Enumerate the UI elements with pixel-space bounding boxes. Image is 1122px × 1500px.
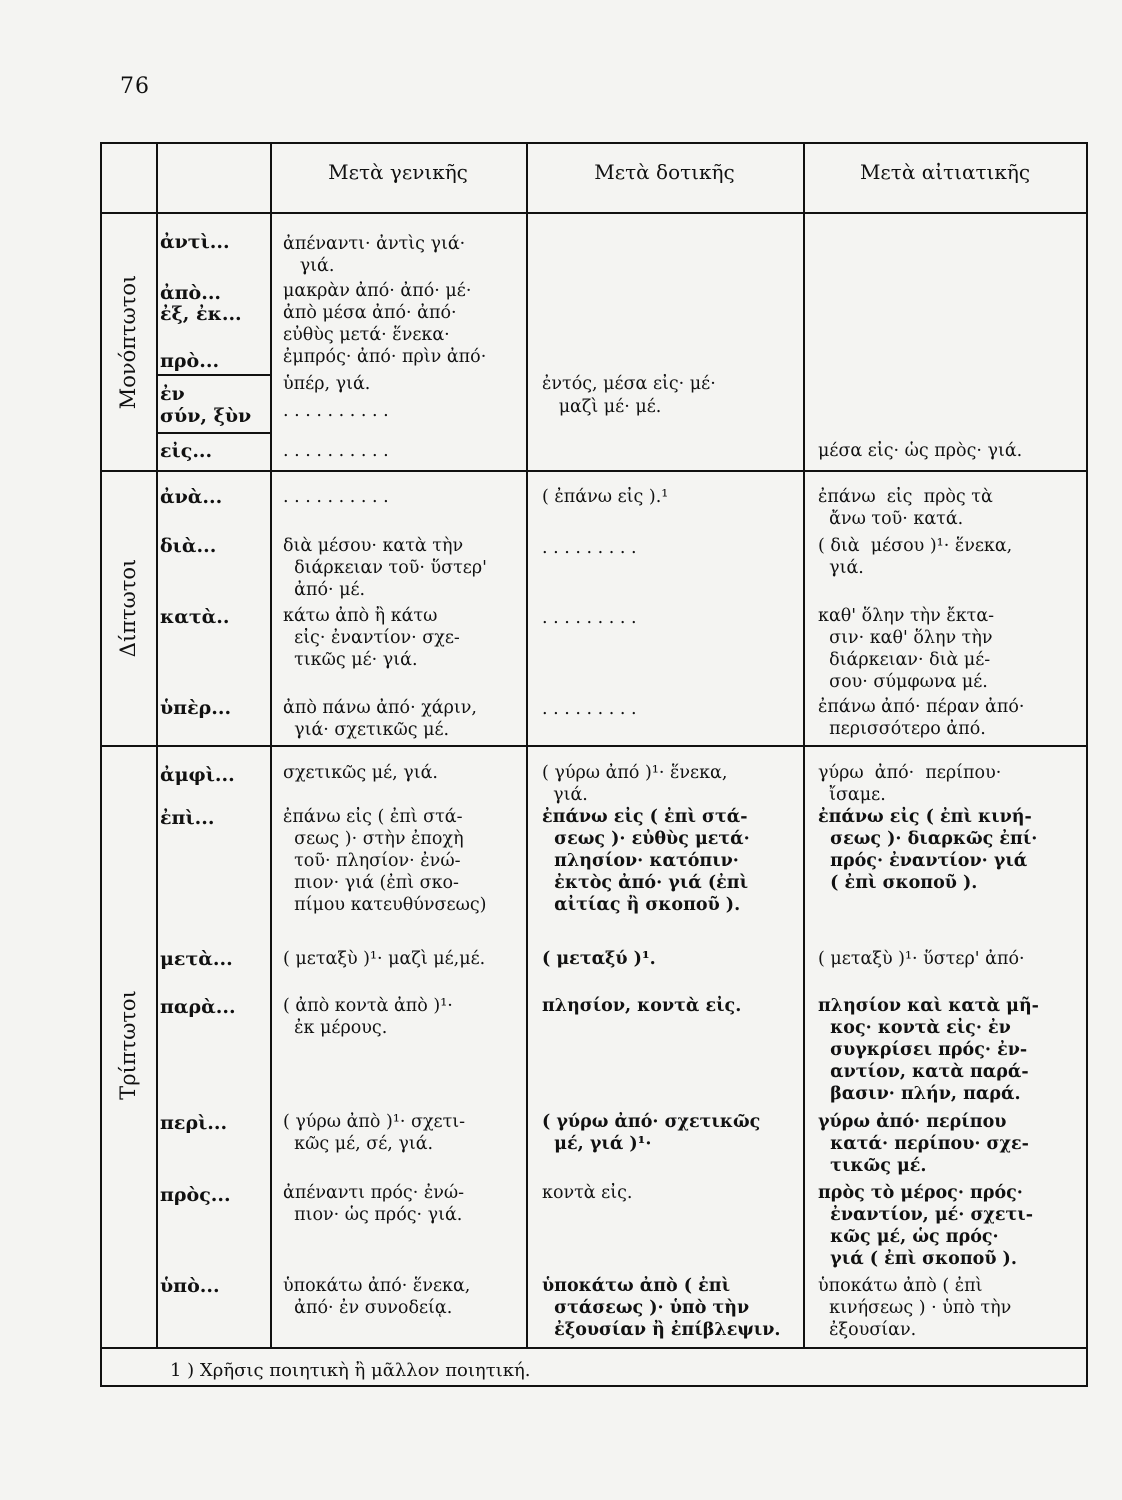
preposition-label: ὑπὸ... — [160, 1275, 220, 1297]
rule-sub-1 — [156, 374, 270, 376]
accusative-cell: πλησίον καὶ κατὰ μῆ- κος· κοντὰ εἰς· ἐν συγκρίσει πρός· ἐν- αντίον, κατὰ παρά- βασιν· πλήν, παρά. — [818, 996, 1039, 1104]
genitive-cell: ( γύρω ἀπὸ )¹· σχετι- κῶς μέ, σέ, γιά. — [283, 1112, 466, 1154]
accusative-cell: γύρω ἀπό· περίπου· ἴσαμε. — [818, 763, 1002, 805]
genitive-cell: ὑπέρ, γιά. — [283, 374, 371, 394]
genitive-cell: ἀπέναντι πρός· ἐνώ- πιον· ὡς πρός· γιά. — [283, 1183, 465, 1225]
dative-cell: ( ἐπάνω εἰς ).¹ — [542, 487, 669, 507]
accusative-cell: ἐπάνω ἀπό· πέραν ἀπό· περισσότερο ἀπό. — [818, 697, 1025, 739]
group-label-monoptotoi: Μονόπτωτοι — [116, 274, 140, 410]
preposition-label: ἀντὶ... — [160, 231, 230, 253]
preposition-label: πρὸς... — [160, 1184, 231, 1206]
dative-cell: . . . . . . . . . — [542, 608, 637, 628]
genitive-cell: ἀπὸ πάνω ἀπό· χάριν, γιά· σχετικῶς μέ. — [283, 698, 477, 740]
group-label-diptotoi: Δίπτωτοι — [116, 558, 140, 658]
genitive-cell: διὰ μέσου· κατὰ τὴν διάρκειαν τοῦ· ὕστερ' ἀπό· μέ. — [283, 536, 487, 600]
preposition-label: κατὰ.. — [160, 606, 230, 628]
genitive-cell: ὑποκάτω ἀπό· ἕνεκα, ἀπό· ἐν συνοδείᾳ. — [283, 1276, 471, 1318]
preposition-label: ὑπὲρ... — [160, 697, 232, 719]
dative-cell: ( γύρω ἀπό· σχετικῶς μέ, γιά )¹· — [542, 1112, 761, 1154]
accusative-cell: μέσα εἰς· ὡς πρὸς· γιά. — [818, 441, 1023, 461]
accusative-cell: ἐπάνω εἰς ( ἐπὶ κινή- σεως )· διαρκῶς ἐπί· πρός· ἐναντίον· γιά ( ἐπὶ σκοποῦ ). — [818, 807, 1038, 893]
accusative-cell: καθ' ὅλην τὴν ἔκτα- σιν· καθ' ὅλην τὴν διάρκειαν· διὰ μέ- σου· σύμφωνα μέ. — [818, 606, 995, 692]
dative-cell: μαζὶ μέ· μέ. — [542, 397, 662, 417]
preposition-label: σύν, ξὺν — [160, 405, 252, 427]
genitive-cell: ἀπέναντι· ἀντὶς γιά· γιά. — [283, 234, 466, 276]
preposition-label: ἀνὰ... — [160, 486, 223, 508]
page-number: 76 — [120, 74, 150, 99]
dative-cell: . . . . . . . . . — [542, 538, 637, 558]
dative-cell: κοντὰ εἰς. — [542, 1183, 633, 1203]
genitive-cell: ( ἀπὸ κοντὰ ἀπὸ )¹· ἐκ μέρους. — [283, 996, 453, 1038]
dative-cell: ( μεταξύ )¹. — [542, 949, 656, 969]
dative-cell: ἐντός, μέσα εἰς· μέ· — [542, 374, 716, 394]
accusative-cell: γύρω ἀπό· περίπου κατά· περίπου· σχε- τικῶς μέ. — [818, 1112, 1029, 1176]
genitive-cell: κάτω ἀπὸ ἢ κάτω εἰς· ἐναντίον· σχε- τικῶς μέ· γιά. — [283, 606, 460, 670]
rule-header — [101, 212, 1087, 214]
genitive-cell: . . . . . . . . . . — [283, 401, 389, 421]
rule-sub-2 — [156, 432, 270, 434]
dative-cell: ( γύρω ἀπό )¹· ἕνεκα, γιά. — [542, 763, 728, 805]
dative-cell: ὑποκάτω ἀπὸ ( ἐπὶ στάσεως )· ὑπὸ τὴν ἐξουσίαν ἢ ἐπίβλεψιν. — [542, 1276, 781, 1340]
genitive-cell: σχετικῶς μέ, γιά. — [283, 763, 438, 783]
genitive-cell: . . . . . . . . . . — [283, 441, 389, 461]
dative-cell: ἐπάνω εἰς ( ἐπὶ στά- σεως )· εὐθὺς μετά· πλησίον· κατόπιν· ἐκτὸς ἀπό· γιά (ἐπὶ αἰτίας ἢ σκοποῦ ). — [542, 807, 750, 915]
preposition-label: μετὰ... — [160, 948, 233, 970]
preposition-label: ἀπὸ... — [160, 282, 222, 304]
preposition-label: ἐπὶ... — [160, 807, 215, 829]
preposition-label: εἰς... — [160, 440, 213, 462]
preposition-label: ἐν — [160, 383, 185, 405]
group-label-triptotoi: Τρίπτωτοι — [116, 990, 140, 1100]
rule-group-2 — [101, 745, 1087, 747]
dative-cell: . . . . . . . . . — [542, 699, 637, 719]
accusative-cell: πρὸς τὸ μέρος· πρός· ἐναντίον, μέ· σχετι- κῶς μέ, ὡς πρός· γιά ( ἐπὶ σκοποῦ ). — [818, 1183, 1034, 1269]
header-accusative: Μετὰ αἰτιατικῆς — [859, 160, 1031, 184]
header-dative: Μετὰ δοτικῆς — [594, 160, 735, 184]
genitive-cell: ( μεταξὺ )¹· μαζὶ μέ,μέ. — [283, 949, 486, 969]
rule-group-1 — [101, 470, 1087, 472]
accusative-cell: ὑποκάτω ἀπὸ ( ἐπὶ κινήσεως ) · ὑπὸ τὴν ἐξουσίαν. — [818, 1276, 1012, 1340]
preposition-label: πρὸ... — [160, 350, 220, 372]
accusative-cell: ( διὰ μέσου )¹· ἕνεκα, γιά. — [818, 536, 1013, 578]
preposition-label: ἀμφὶ... — [160, 764, 235, 786]
accusative-cell: ( μεταξὺ )¹· ὕστερ' ἀπό· — [818, 949, 1025, 969]
accusative-cell: ἐπάνω εἰς πρὸς τὰ ἄνω τοῦ· κατά. — [818, 487, 993, 529]
genitive-cell: ἐπάνω εἰς ( ἐπὶ στά- σεως )· στὴν ἐποχὴ τοῦ· πλησίον· ἐνώ- πιον· γιά (ἐπὶ σκο- πίμου κατευθύνσεως) — [283, 807, 487, 915]
preposition-label: περὶ... — [160, 1112, 228, 1134]
genitive-cell: ἀπὸ μέσα ἀπό· ἀπό· εὐθὺς μετά· ἕνεκα· — [283, 303, 457, 345]
preposition-label: παρὰ... — [160, 996, 236, 1018]
header-genitive: Μετὰ γενικῆς — [328, 160, 468, 184]
genitive-cell: μακρὰν ἀπό· ἀπό· μέ· — [283, 281, 472, 301]
rule-footer — [101, 1347, 1087, 1349]
genitive-cell: ἐμπρός· ἀπό· πρὶν ἀπό· — [283, 347, 487, 367]
footnote: 1 ) Χρῆσις ποιητικὴ ἢ μᾶλλον ποιητική. — [170, 1360, 531, 1381]
preposition-label: ἐξ, ἐκ... — [160, 303, 242, 325]
genitive-cell: . . . . . . . . . . — [283, 487, 389, 507]
dative-cell: πλησίον, κοντὰ εἰς. — [542, 996, 742, 1016]
preposition-label: διὰ... — [160, 535, 217, 557]
